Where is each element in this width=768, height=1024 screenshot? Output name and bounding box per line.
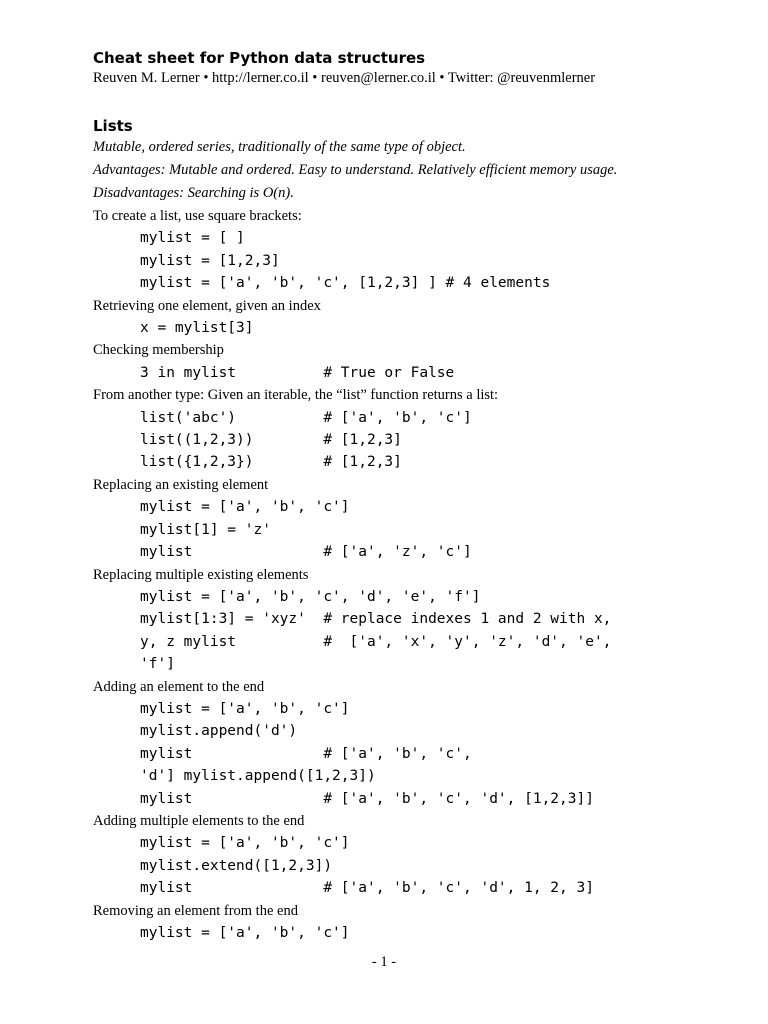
- block-label: To create a list, use square brackets:: [93, 208, 302, 224]
- code-line: mylist # ['a', 'b', 'c', 'd', [1,2,3]]: [140, 790, 594, 807]
- page-number: - 1 -: [371, 954, 397, 970]
- author-byline: Reuven M. Lerner • http://lerner.co.il • reuven@lerner.co.il • Twitter: @reuvenmlerner: [93, 70, 596, 86]
- code-line: mylist = ['a', 'b', 'c', 'd', 'e', 'f']: [140, 588, 481, 605]
- code-line: list({1,2,3}) # [1,2,3]: [140, 454, 402, 471]
- code-line: list('abc') # ['a', 'b', 'c']: [140, 409, 472, 426]
- code-line: mylist = [ ]: [140, 230, 245, 247]
- block-label: Adding multiple elements to the end: [93, 812, 305, 829]
- code-line: y, z mylist # ['a', 'x', 'y', 'z', 'd', 'e',: [140, 633, 612, 650]
- code-line: mylist = ['a', 'b', 'c']: [140, 499, 350, 516]
- code-line: mylist # ['a', 'b', 'c',: [140, 745, 472, 762]
- block-label: Retrieving one element, given an index: [93, 297, 321, 314]
- block-label: Adding an element to the end: [93, 678, 265, 695]
- document-title: Cheat sheet for Python data structures: [93, 49, 426, 67]
- section-disadvantages: Disadvantages: Searching is O(n).: [93, 185, 294, 201]
- section-heading-lists: Lists: [93, 117, 133, 135]
- lists-section-body: [93, 136, 733, 944]
- section-description: Mutable, ordered series, traditionally of the same type of object.: [93, 139, 466, 155]
- block-label: Replacing an existing element: [93, 476, 269, 493]
- block-label: From another type: Given an iterable, the “list” function returns a list:: [93, 387, 499, 404]
- code-line: mylist.append('d'): [140, 723, 298, 740]
- code-line: mylist # ['a', 'z', 'c']: [140, 544, 472, 561]
- code-line: 3 in mylist # True or False: [140, 364, 455, 381]
- code-line: mylist = ['a', 'b', 'c']: [140, 925, 350, 941]
- code-line: x = mylist[3]: [140, 320, 254, 337]
- code-line: mylist[1:3] = 'xyz' # replace indexes 1 and 2 with x,: [140, 611, 612, 628]
- code-line: mylist[1] = 'z': [140, 521, 271, 538]
- block-label: Checking membership: [93, 342, 224, 359]
- code-line: mylist = ['a', 'b', 'c']: [140, 835, 350, 852]
- code-line: mylist.extend([1,2,3]): [140, 857, 333, 874]
- code-line: mylist = ['a', 'b', 'c', [1,2,3] ] # 4 elements: [140, 275, 551, 292]
- code-line: 'd'] mylist.append([1,2,3]): [140, 768, 376, 785]
- code-line: mylist = [1,2,3]: [140, 252, 280, 269]
- block-label: Replacing multiple existing elements: [93, 566, 309, 583]
- block-label: Removing an element from the end: [93, 902, 298, 919]
- document-page: [93, 48, 733, 941]
- section-advantages: Advantages: Mutable and ordered. Easy to understand. Relatively efficient memory usage.: [93, 162, 618, 178]
- code-line: mylist = ['a', 'b', 'c']: [140, 700, 350, 717]
- code-line: mylist # ['a', 'b', 'c', 'd', 1, 2, 3]: [140, 880, 594, 897]
- code-line: 'f']: [140, 656, 175, 673]
- code-line: list((1,2,3)) # [1,2,3]: [140, 432, 402, 449]
